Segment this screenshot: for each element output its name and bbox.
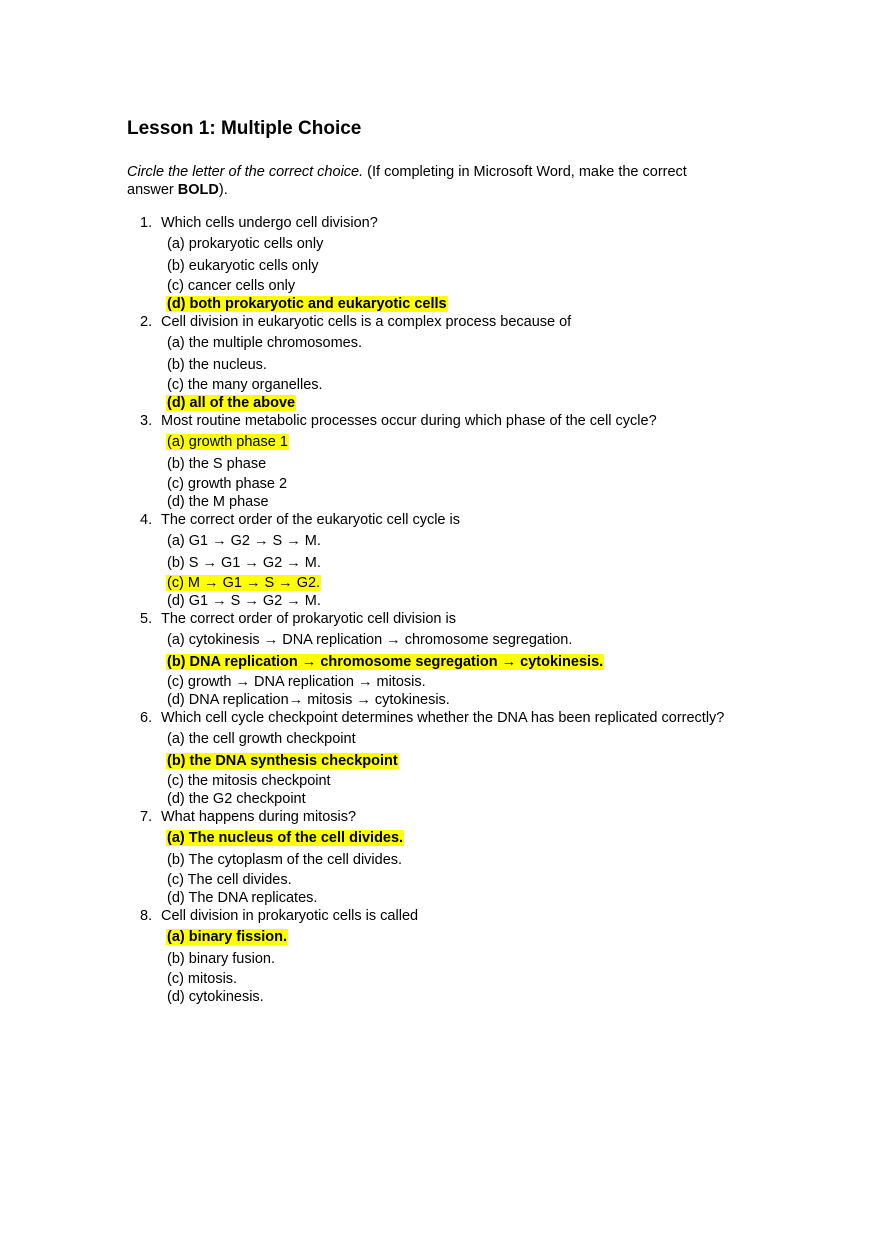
answer-option-text: (c) growth phase 2 — [167, 476, 288, 492]
answer-option — [166, 532, 740, 554]
answer-option — [166, 772, 740, 790]
answer-option — [166, 889, 740, 907]
answer-option-text: (a) G1 → G2 → S → M. — [167, 533, 321, 549]
answer-option — [166, 851, 740, 871]
question-item — [140, 907, 740, 1006]
answer-option — [166, 673, 740, 691]
answer-option — [166, 455, 740, 475]
answer-option-text: (a) cytokinesis → DNA replication → chromosome segregation. — [167, 632, 573, 648]
answer-options — [166, 334, 740, 412]
answer-option-text: (b) DNA replication → chromosome segregation → cytokinesis. — [167, 654, 604, 670]
instructions-plain: (If completing in Microsoft Word, make the correct answer — [127, 164, 687, 198]
answer-option-text: (c) The cell divides. — [167, 872, 292, 888]
question-text-row — [140, 511, 740, 532]
answer-options — [166, 829, 740, 907]
answer-option — [166, 950, 740, 970]
answer-option — [166, 356, 740, 376]
answer-option-text: (d) the G2 checkpoint — [167, 791, 306, 807]
answer-option — [166, 493, 740, 511]
question-number: 7. — [140, 809, 153, 825]
question-number: 6. — [140, 710, 153, 726]
question-item — [140, 412, 740, 511]
answer-option-text: (d) the M phase — [167, 494, 269, 510]
question-text: The correct order of prokaryotic cell division is — [161, 611, 456, 627]
question-text: What happens during mitosis? — [161, 809, 357, 825]
answer-option — [166, 277, 740, 295]
answer-option-correct — [166, 295, 740, 313]
answer-option — [166, 631, 740, 653]
question-number: 1. — [140, 215, 153, 231]
answer-option — [166, 554, 740, 574]
answer-option-text: (a) growth phase 1 — [167, 434, 288, 450]
question-text: Cell division in eukaryotic cells is a complex process because of — [161, 314, 572, 330]
answer-option-text: (d) DNA replication→ mitosis → cytokinesis. — [167, 692, 450, 708]
answer-option-text: (a) the cell growth checkpoint — [167, 731, 356, 747]
answer-option-text: (d) The DNA replicates. — [167, 890, 318, 906]
answer-option-correct — [166, 653, 740, 673]
instructions-end: ). — [218, 182, 228, 198]
question-number: 4. — [140, 512, 153, 528]
answer-options — [166, 631, 740, 709]
answer-option-correct — [166, 752, 740, 772]
question-text: The correct order of the eukaryotic cell cycle is — [161, 512, 460, 528]
answer-option-text: (c) the mitosis checkpoint — [167, 773, 331, 789]
question-item — [140, 214, 740, 313]
question-text: Which cells undergo cell division? — [161, 215, 378, 231]
answer-option-correct — [166, 574, 740, 592]
question-text-row — [140, 214, 740, 235]
answer-option-text: (b) eukaryotic cells only — [167, 258, 319, 274]
answer-option-text: (d) G1 → S → G2 → M. — [167, 593, 321, 609]
instructions — [127, 163, 727, 199]
answer-option-correct — [166, 829, 740, 851]
answer-option-correct — [166, 433, 740, 455]
answer-option-text: (b) the nucleus. — [167, 357, 267, 373]
answer-option-text: (b) The cytoplasm of the cell divides. — [167, 852, 403, 868]
question-number: 5. — [140, 611, 153, 627]
question-item — [140, 313, 740, 412]
answer-option-text: (a) The nucleus of the cell divides. — [167, 830, 404, 846]
answer-option-text: (b) S → G1 → G2 → M. — [167, 555, 321, 571]
answer-option — [166, 592, 740, 610]
answer-option — [166, 475, 740, 493]
answer-option-text: (c) mitosis. — [167, 971, 238, 987]
question-text-row — [140, 313, 740, 334]
question-text-row — [140, 412, 740, 433]
question-number: 2. — [140, 314, 153, 330]
answer-option-text: (c) cancer cells only — [167, 278, 296, 294]
answer-option — [166, 988, 740, 1006]
answer-option — [166, 790, 740, 808]
question-text-row — [140, 709, 740, 730]
answer-option — [166, 970, 740, 988]
answer-option-text: (a) binary fission. — [167, 929, 288, 945]
question-number: 8. — [140, 908, 153, 924]
answer-option — [166, 376, 740, 394]
answer-options — [166, 928, 740, 1006]
answer-option-text: (b) binary fusion. — [167, 951, 275, 967]
answer-option — [166, 334, 740, 356]
answer-option-text: (c) growth → DNA replication → mitosis. — [167, 674, 426, 690]
answer-option — [166, 871, 740, 889]
question-item — [140, 610, 740, 709]
question-text-row — [140, 907, 740, 928]
answer-option-text: (a) prokaryotic cells only — [167, 236, 324, 252]
question-text-row — [140, 808, 740, 829]
answer-option-text: (b) the DNA synthesis checkpoint — [167, 753, 398, 769]
answer-options — [166, 433, 740, 511]
question-text: Cell division in prokaryotic cells is called — [161, 908, 419, 924]
question-text: Most routine metabolic processes occur during which phase of the cell cycle? — [161, 413, 657, 429]
answer-options — [166, 730, 740, 808]
answer-option-text: (c) the many organelles. — [167, 377, 323, 393]
question-item — [140, 709, 740, 808]
answer-option — [166, 730, 740, 752]
answer-option-text: (b) the S phase — [167, 456, 267, 472]
answer-option-text: (d) both prokaryotic and eukaryotic cells — [167, 296, 447, 312]
answer-options — [166, 532, 740, 610]
answer-option-text: (d) all of the above — [167, 395, 296, 411]
answer-option-correct — [166, 394, 740, 412]
answer-option — [166, 691, 740, 709]
question-number: 3. — [140, 413, 153, 429]
question-list — [140, 214, 740, 1006]
answer-option-text: (a) the multiple chromosomes. — [167, 335, 363, 351]
instructions-bold: BOLD — [177, 182, 219, 198]
answer-option — [166, 235, 740, 257]
instructions-italic: Circle the letter of the correct choice. — [127, 164, 364, 180]
answer-option-text: (c) M → G1 → S → G2. — [167, 575, 321, 591]
question-item — [140, 808, 740, 907]
answer-option — [166, 257, 740, 277]
page-title: Lesson 1: Multiple Choice — [127, 118, 362, 139]
question-text-row — [140, 610, 740, 631]
answer-option-correct — [166, 928, 740, 950]
question-item — [140, 511, 740, 610]
answer-options — [166, 235, 740, 313]
answer-option-text: (d) cytokinesis. — [167, 989, 264, 1005]
question-text: Which cell cycle checkpoint determines whether the DNA has been replicated correctly? — [161, 710, 725, 726]
